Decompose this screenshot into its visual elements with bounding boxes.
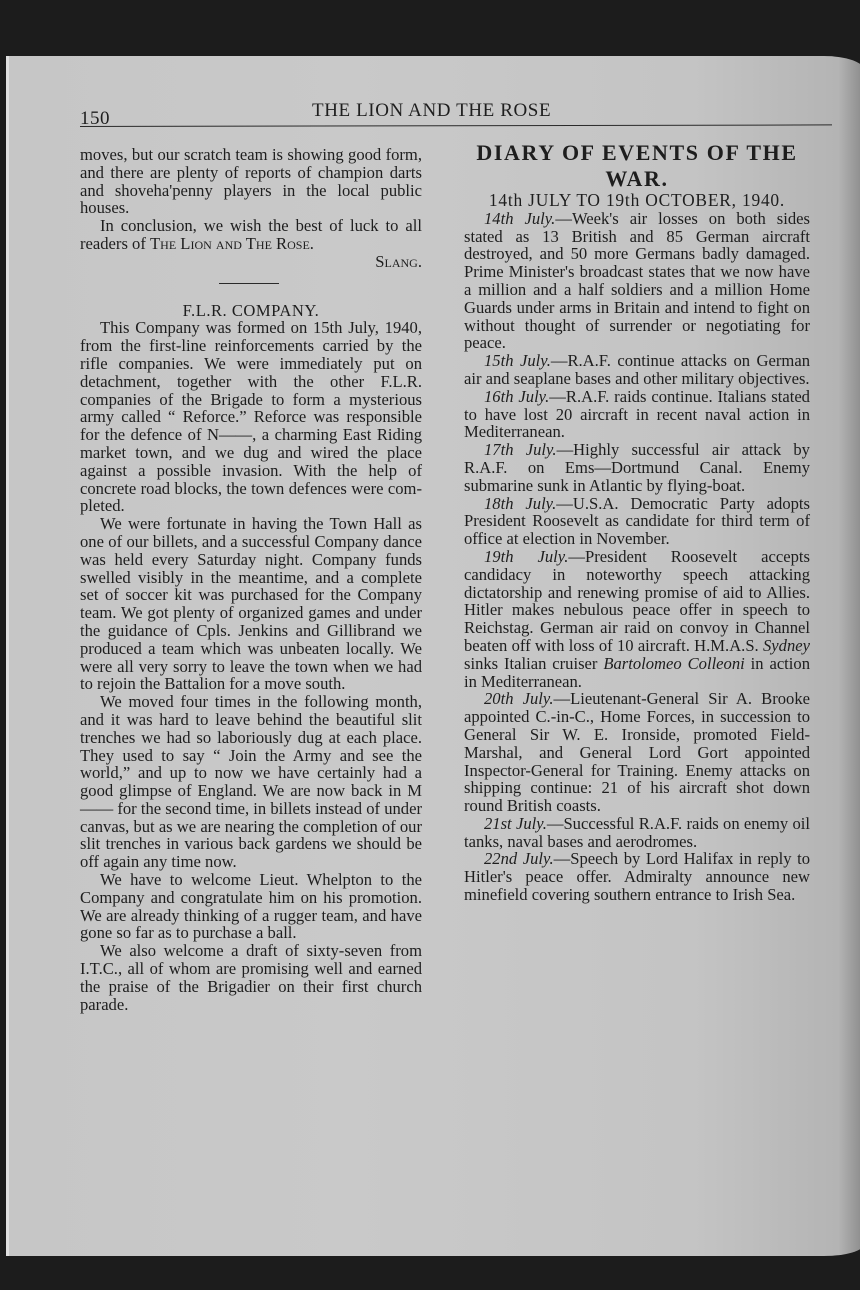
entry-date: 18th July.: [484, 493, 557, 513]
entry-text: sinks Italian cruiser: [464, 653, 604, 673]
diary-entry: [464, 815, 810, 851]
continued-paragraph: moves, but our scratch team is showing good form, and there are plenty of reports of champion darts and shoveha'penny players in the local public houses.: [80, 145, 422, 218]
entry-date: 19th July.: [484, 546, 569, 566]
article-paragraph: We moved four times in the following month, and it was hard to leave behind the beautiful slit trenches we had so laboriously dug at each place. They used to say “ Join the Army and see the world,” and up to now we have certainly had a good glimpse of England. We are now back in M—— for the second time, in billets instead of under canvas, but as we are nearing the completion of our slit trenches in various back gardens we should be off again any time now.: [80, 692, 422, 872]
conclusion-end: .: [309, 233, 314, 253]
page-number: 150: [80, 108, 110, 129]
diary-entry: [464, 850, 810, 903]
diary-entry: [464, 548, 810, 690]
entry-text: —Successful R.A.F. raids on enemy oil tanks, naval bases and aerodromes.: [464, 813, 810, 851]
entry-text: in action in Mediterranean.: [464, 653, 810, 691]
entry-text: —Highly successful air attack by R.A.F. on Ems—Dortmund Canal. Enemy submarine sunk in Atlantic by flying-boat.: [464, 440, 810, 495]
right-column: [464, 140, 810, 904]
entry-date: 14th July.: [484, 208, 556, 228]
publication-title: THE LION AND THE ROSE: [312, 100, 552, 121]
entry-date: 15th July.: [484, 351, 551, 371]
left-column: [80, 146, 422, 1013]
entry-date: 22nd July.: [484, 849, 554, 869]
section-divider: [219, 283, 279, 284]
entry-text: —Lieutenant-General Sir A. Brooke appointed C.-in-C., Home Forces, in succession to General Sir W. E. Ironside, promoted Field-Marshal, and General Lord Gort appointed Inspector-General for Training. Enemy attacks on shipping continue: 21 of his aircraft shot down round British coasts.: [464, 689, 810, 816]
article-paragraph: We have to welcome Lieut. Whelpton to the Company and congratulate him on his promotion. We are already thinking of a rugger team, and have gone so far as to purchase a ball.: [80, 870, 422, 943]
diary-entry: [464, 210, 810, 352]
entry-text: —Speech by Lord Halifax in reply to Hitler's peace offer. Admiralty announce new minefield covering southern entrance to Irish Sea.: [464, 849, 810, 905]
section-title: F.L.R. COMPANY.: [182, 300, 320, 320]
article-paragraph: We were fortunate in having the Town Hall as one of our billets, and a successful Company dance was held every Saturday night. Company funds swelled visibly in the meantime, and a complete set of soccer kit was purchased for the Company team. We got plenty of organized games and under the guidance of Cpls. Jenkins and Gillibrand we produced a team which was unbeaten locally. We were all very sorry to leave the town when we had to rejoin the Battalion for a move south.: [80, 514, 422, 694]
ship-name: Sydney: [763, 635, 810, 655]
signature: Slang.: [375, 251, 422, 271]
diary-entry: [464, 495, 810, 548]
entry-date: 17th July.: [484, 440, 557, 460]
diary-date-range: 14th JULY TO 19th OCTOBER, 1940.: [488, 190, 786, 210]
diary-title: DIARY OF EVENTS OF THE WAR.: [476, 140, 798, 191]
entry-date: 20th July.: [484, 689, 554, 709]
conclusion-text: In conclusion, we wish the best of luck to all readers of: [80, 216, 422, 253]
diary-entry: [464, 441, 810, 494]
entry-text: —Week's air losses on both sides stated as 13 British and 85 German aircraft destroyed, and 50 more Germans badly damaged. Prime Minister's broadcast states that we now have a million and a half soldiers and a million Home Guards under arms in Britain and intend to fight on without thought of surrender or negotiating for peace.: [464, 208, 810, 353]
page-edge: [6, 56, 9, 1256]
entry-text: —U.S.A. Democratic Party adopts President Roosevelt as candidate for third term of office at election in November.: [464, 493, 810, 549]
diary-entry: [464, 352, 810, 388]
entry-text: —R.A.F. raids continue. Italians stated to have lost 20 aircraft in recent naval action in Mediterranean.: [464, 386, 810, 442]
article-paragraph: We also welcome a draft of sixty-seven from I.T.C., all of whom are promising well and earned the praise of the Brigadier on their first church parade.: [80, 941, 422, 1014]
entry-date: 16th July.: [484, 386, 550, 406]
entry-text: —R.A.F. continue attacks on German air and seaplane bases and other military objectives.: [464, 351, 810, 388]
diary-entry: [464, 690, 810, 815]
entry-date: 21st July.: [484, 813, 547, 833]
article-paragraph: This Company was formed on 15th July, 1940, from the first-line reinforcements carried by the rifle companies. We were immediately put on detachment, together with the other F.L.R. companies of the Brigade to form a mysterious army called “ Reforce.” Reforce was responsible for the defence of N——, a charming East Riding market town, and we dug and wired the place against a possible invasion. With the help of concrete road blocks, the town defences were completed.: [80, 318, 422, 516]
entry-text: —President Roosevelt accepts candidacy in noteworthy speech attacking dictatorship and renewing promise of aid to Allies. Hitler makes nebulous peace offer in speech to Reichstag. German air raid on convoy in Channel beaten off with loss of 10 aircraft. H.M.A.S.: [464, 546, 810, 655]
publication-name: The Lion and The Rose: [150, 233, 310, 253]
diary-entry: [464, 388, 810, 441]
ship-name: Bartolomeo Colleoni: [603, 653, 745, 673]
conclusion-paragraph: [80, 217, 422, 253]
